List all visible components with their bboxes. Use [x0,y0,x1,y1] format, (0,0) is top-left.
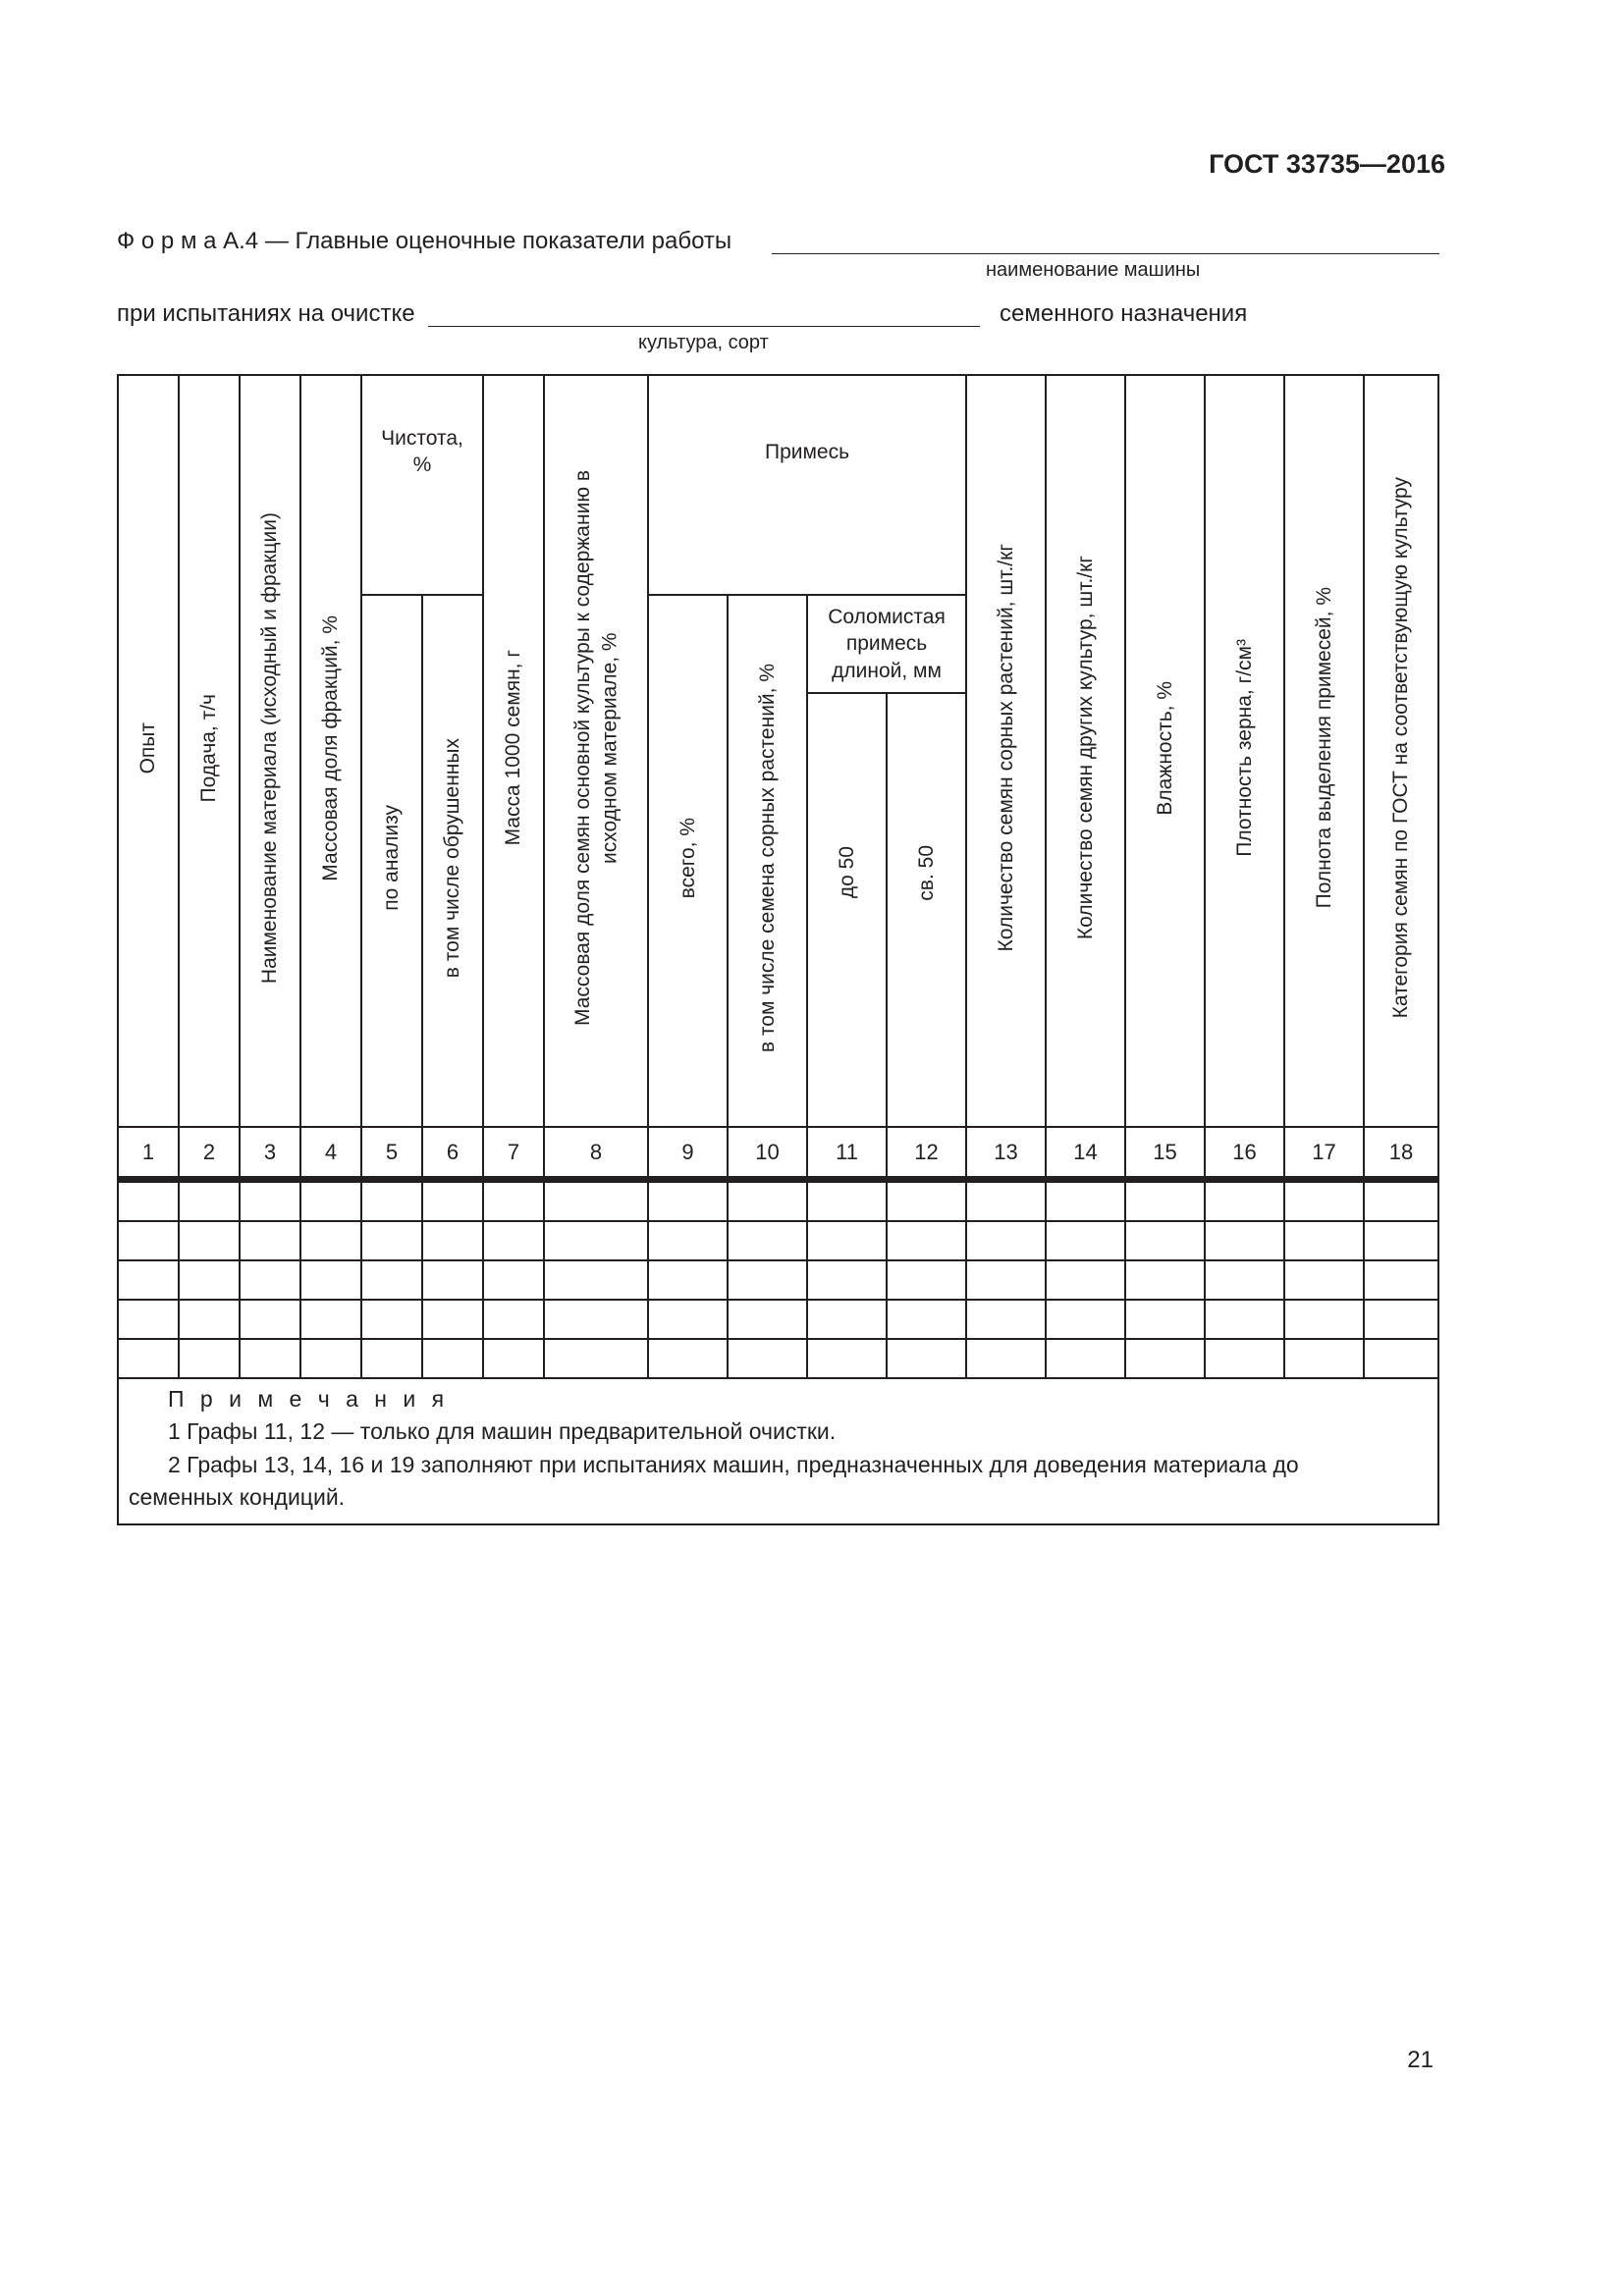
col-header-12: св. 50 [887,693,966,1127]
col-header-10: в том числе семена сорных растений, % [728,595,807,1127]
page-number: 21 [1407,2047,1434,2073]
note-item: 2 Графы 13, 14, 16 и 19 заполняют при испытаниях машин, предназначенных для доведения материала до [168,1451,1299,1477]
col-header-9: всего, % [648,595,728,1127]
col-header-11: до 50 [807,693,887,1127]
col-number: 18 [1364,1127,1438,1177]
table-row [118,1221,1438,1260]
notes-section [118,1378,1438,1524]
col-number: 9 [648,1127,728,1177]
machine-name-line [772,253,1439,254]
col-number: 17 [1284,1127,1364,1177]
col-number: 13 [966,1127,1046,1177]
col-header-5: по анализу [361,595,422,1127]
seed-purpose-label: семенного назначения [1000,300,1248,327]
col-number: 8 [544,1127,648,1177]
form-title: Ф о р м а А.4 — Главные оценочные показатели работы [117,228,732,254]
col-header-2: Подача, т/ч [179,375,240,1127]
col-number: 15 [1125,1127,1205,1177]
col-number: 14 [1046,1127,1125,1177]
col-number: 7 [483,1127,544,1177]
purity-header: Чистота, % [361,375,483,595]
col-header-16: Плотность зерна, г/см³ [1205,375,1284,1127]
table-row [118,1300,1438,1339]
col-number: 3 [240,1127,300,1177]
col-number: 2 [179,1127,240,1177]
col-header-18: Категория семян по ГОСТ на соответствующую культуру [1364,375,1438,1127]
col-number: 10 [728,1127,807,1177]
col-number: 4 [300,1127,361,1177]
col-number: 6 [422,1127,483,1177]
col-number: 5 [361,1127,422,1177]
col-header-3: Наименование материала (исходный и фракции) [240,375,300,1127]
col-number: 1 [118,1127,179,1177]
col-header-1: Опыт [118,375,179,1127]
indicators-table [117,374,1439,1525]
note-continuation: семенных кондиций. [129,1484,346,1511]
crop-caption: культура, сорт [638,332,769,353]
col-header-8: Массовая доля семян основной культуры к содержанию в исходном материале, % [544,375,648,1127]
trial-label: при испытаниях на очистке [117,300,415,327]
straw-header: Соломистая примесь длиной, мм [807,595,966,693]
admixture-header: Примесь [648,375,966,595]
col-header-6: в том числе обрушенных [422,595,483,1127]
crop-line [428,326,980,327]
note-item: 1 Графы 11, 12 — только для машин предварительной очистки. [168,1418,837,1445]
col-header-7: Масса 1000 семян, г [483,375,544,1127]
machine-name-caption: наименование машины [986,259,1201,281]
col-number: 12 [887,1127,966,1177]
col-header-4: Массовая доля фракций, % [300,375,361,1127]
notes-title: П р и м е ч а н и я [168,1386,450,1412]
col-header-13: Количество семян сорных растений, шт./кг [966,375,1046,1127]
table-row [118,1181,1438,1222]
col-header-15: Влажность, % [1125,375,1205,1127]
col-header-17: Полнота выделения примесей, % [1284,375,1364,1127]
col-number: 16 [1205,1127,1284,1177]
table-row [118,1260,1438,1300]
col-number: 11 [807,1127,887,1177]
table-row [118,1339,1438,1378]
col-header-14: Количество семян других культур, шт./кг [1046,375,1125,1127]
standard-number: ГОСТ 33735—2016 [1209,149,1445,179]
